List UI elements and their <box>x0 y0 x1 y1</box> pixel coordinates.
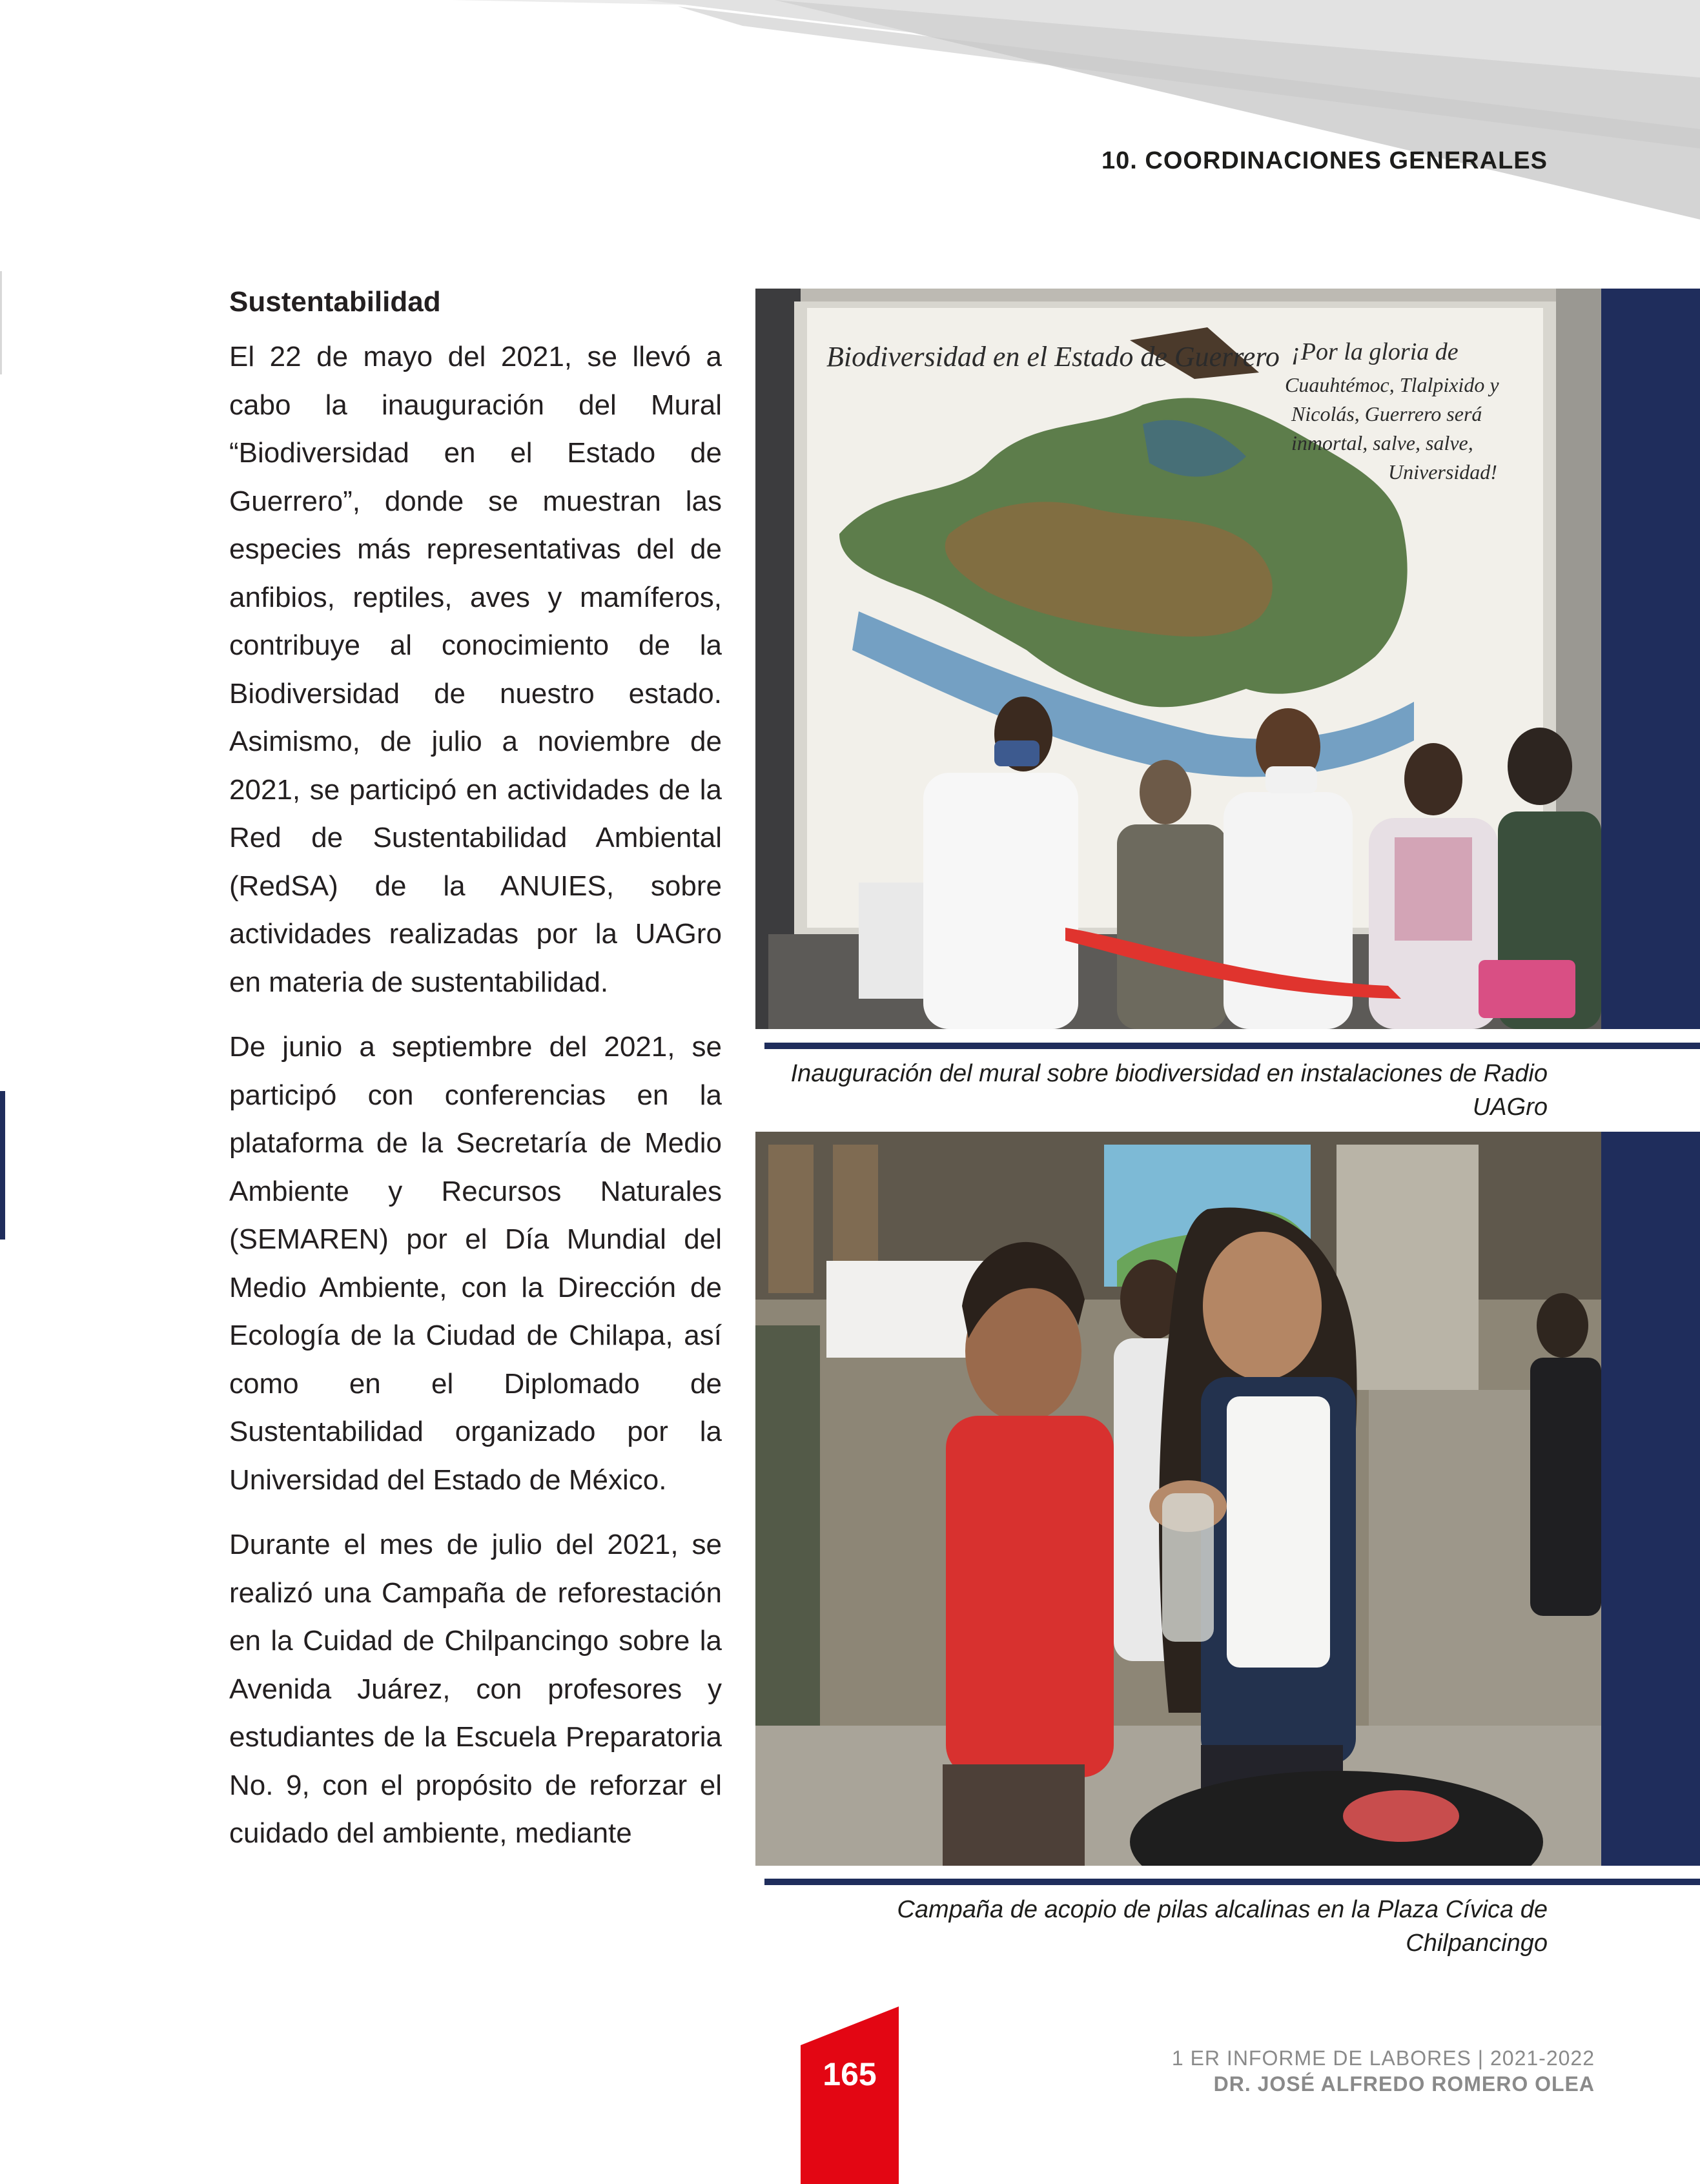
footer-period: 2021-2022 <box>1490 2046 1595 2070</box>
mural-slogan-line-2: Cuauhtémoc, Tlalpixido y <box>1285 373 1499 396</box>
mural-slogan-line-5: Universidad! <box>1388 460 1497 484</box>
section-header-title: 10. COORDINACIONES GENERALES <box>1101 147 1548 174</box>
photo-2-caption: Campaña de acopio de pilas alcalinas en la Plaza Cívica de Chilpancingo <box>897 1896 1548 1957</box>
page-number: 165 <box>823 2056 877 2092</box>
text-column <box>229 278 722 1875</box>
campaign-photo-illustration <box>755 1132 1601 1866</box>
mural-photo-illustration <box>755 289 1601 1029</box>
mural-slogan-line-1: ¡Por la gloria de <box>1291 338 1459 365</box>
mural-title-text: Biodiversidad en el Estado de Guerrero <box>826 341 1280 373</box>
photo-1-side-bar <box>1601 289 1700 1029</box>
header-swoosh-decoration <box>0 0 1700 232</box>
margin-line <box>0 271 2 374</box>
photo-mural-inauguration <box>755 289 1601 1029</box>
photo-2-caption-rule <box>764 1879 1700 1885</box>
paragraph-2: De junio a septiembre del 2021, se participó con conferencias en la plataforma de la Secretaría de Medio Ambiente y Recursos Naturales (SEMAREN) por el Día Mundial del Medio Ambiente, con la Dirección de Ecología de la Ciudad de Chilapa, así como en el Diplomado de Sustentabilidad organizado por la Universidad del Estado de México. <box>229 1031 722 1496</box>
mural-slogan-line-4: inmortal, salve, salve, <box>1291 431 1473 454</box>
mural-slogan-line-3: Nicolás, Guerrero será <box>1291 402 1482 425</box>
paragraph-1: El 22 de mayo del 2021, se llevó a cabo la inauguración del Mural “Biodiversidad en el Estado de Guerrero”, donde se muestran las especies más representativas del de anfibios, reptiles, aves y mamíferos, contribuye al conocimiento de la Biodiversidad de nuestro estado. Asimismo, de julio a noviembre de 2021, se participó en actividades de la Red de Sustentabilidad Ambiental (RedSA) de la ANUIES, sobre actividades realizadas por la UAGro en materia de sustentabilidad. <box>229 341 722 998</box>
photo-2-side-bar <box>1601 1132 1700 1866</box>
footer-separator: | <box>1477 2046 1490 2070</box>
margin-navy-mark <box>0 1091 5 1240</box>
footer-author: DR. JOSÉ ALFREDO ROMERO OLEA <box>1213 2072 1595 2096</box>
page-number-tab <box>801 2006 899 2184</box>
paragraph-3: Durante el mes de julio del 2021, se realizó una Campaña de reforestación en la Cuidad de Chilpancingo sobre la Avenida Juárez, con profesores y estudiantes de la Escuela Preparatoria No. 9, con el propósito de reforzar el cuidado del ambiente, mediante <box>229 1529 722 1849</box>
photo-1-caption-rule <box>764 1043 1700 1049</box>
photo-1-caption: Inauguración del mural sobre biodiversidad en instalaciones de Radio UAGro <box>790 1060 1548 1121</box>
photo-battery-collection-campaign <box>755 1132 1601 1866</box>
footer-report-info <box>1172 2045 1595 2097</box>
section-heading: Sustentabilidad <box>229 286 441 318</box>
footer-report-title: 1 ER INFORME DE LABORES <box>1171 2046 1471 2070</box>
